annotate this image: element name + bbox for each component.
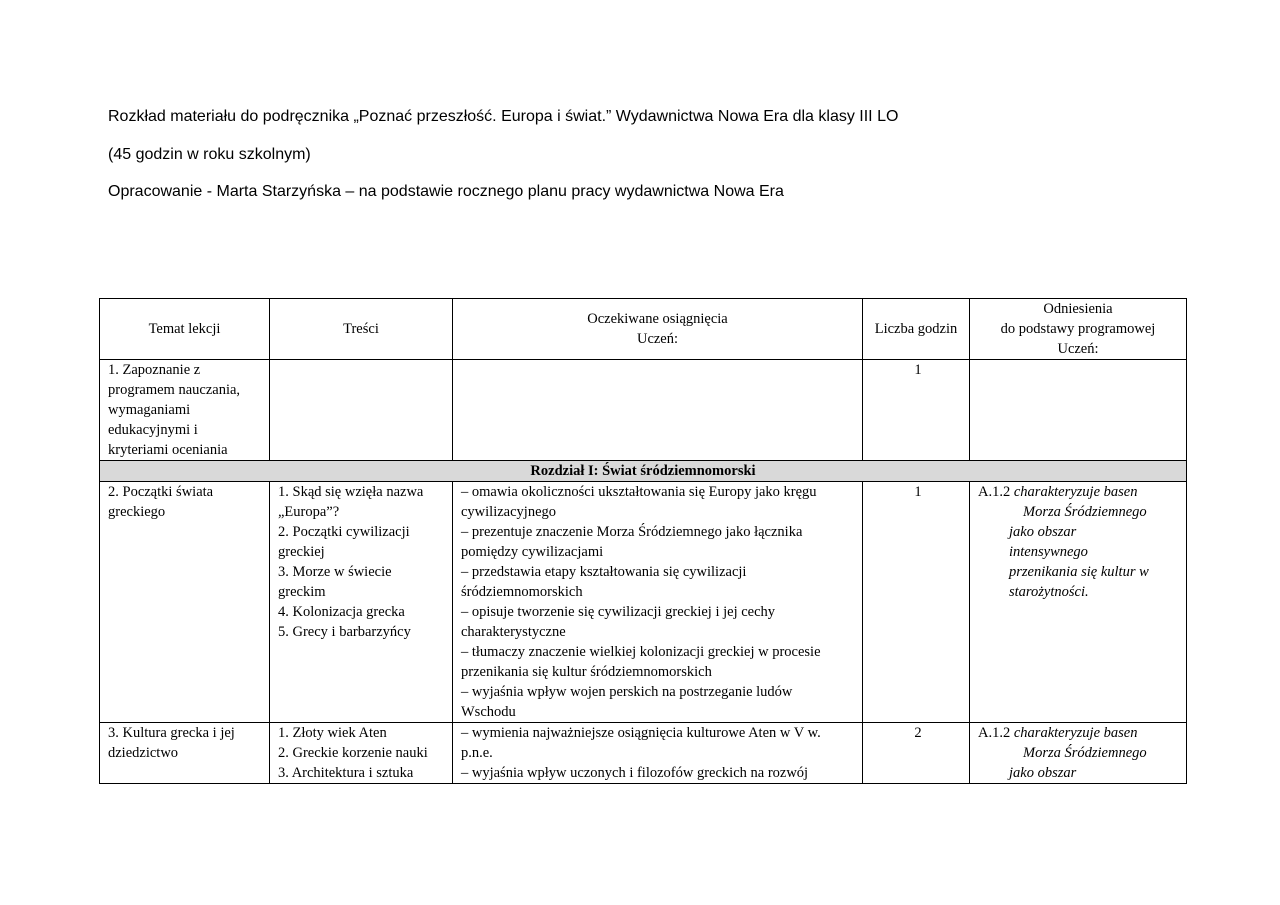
cell-achievements	[453, 482, 863, 723]
cell-content	[270, 482, 453, 723]
cell-line: „Europa”?	[278, 504, 340, 520]
cell-line: – wyjaśnia wpływ wojen perskich na postrzeganie ludów	[461, 684, 793, 700]
cell-hours: 1	[863, 482, 970, 723]
cell-line: programem nauczania,	[108, 382, 241, 398]
cell-line: 1. Skąd się wzięła nazwa	[278, 484, 424, 500]
cell-topic	[100, 360, 270, 461]
reference-text: starożytności.	[1009, 584, 1089, 600]
cell-line: 3. Architektura i sztuka	[278, 765, 414, 781]
reference-lead	[978, 723, 1182, 743]
reference-code: A.1.2	[978, 725, 1011, 741]
cell-line: – wyjaśnia wpływ uczonych i filozofów greckich na rozwój	[461, 765, 809, 781]
header-reference-line: Odniesienia	[1043, 301, 1113, 317]
cell-line: Wschodu	[461, 704, 516, 720]
cell-reference	[970, 482, 1187, 723]
header-achievements	[453, 299, 863, 360]
reference-text: charakteryzuje basen	[1013, 725, 1138, 741]
header-reference-line: Uczeń:	[1057, 341, 1099, 357]
document-hours-note: (45 godzin w roku szkolnym)	[108, 146, 311, 163]
cell-achievements	[453, 360, 863, 461]
cell-line: edukacyjnymi i	[108, 422, 198, 438]
cell-line: charakterystyczne	[461, 624, 566, 640]
header-achievements-line: Uczeń:	[636, 331, 679, 347]
cell-line: greckim	[278, 584, 326, 600]
cell-line: pomiędzy cywilizacjami	[461, 544, 604, 560]
chapter-row	[100, 461, 1187, 482]
cell-line: 1. Złoty wiek Aten	[278, 725, 387, 741]
cell-line: – wymienia najważniejsze osiągnięcia kulturowe Aten w V w.	[461, 725, 821, 741]
cell-line: cywilizacyjnego	[461, 504, 557, 520]
reference-text: charakteryzuje basen	[1013, 484, 1138, 500]
cell-topic	[100, 482, 270, 723]
header-topic: Temat lekcji	[100, 299, 270, 360]
cell-line: – przedstawia etapy kształtowania się cywilizacji	[461, 564, 747, 580]
table-row	[100, 723, 1187, 784]
document-author: Opracowanie - Marta Starzyńska – na podstawie rocznego planu pracy wydawnictwa Nowa Era	[108, 183, 784, 200]
cell-reference	[970, 360, 1187, 461]
cell-achievements	[453, 723, 863, 784]
cell-line: greckiego	[108, 504, 166, 520]
cell-line: wymaganiami	[108, 402, 191, 418]
table-row	[100, 360, 1187, 461]
reference-text: intensywnego	[1009, 544, 1088, 560]
header-reference-line: do podstawy programowej	[1000, 321, 1156, 337]
cell-topic	[100, 723, 270, 784]
header-reference	[970, 299, 1187, 360]
reference-text: przenikania się kultur w	[1009, 564, 1149, 580]
cell-line: 2. Początki cywilizacji	[278, 524, 410, 540]
cell-line: – omawia okoliczności ukształtowania się Europy jako kręgu	[461, 484, 817, 500]
cell-line: dziedzictwo	[108, 745, 179, 761]
cell-line: – opisuje tworzenie się cywilizacji greckiej i jej cechy	[461, 604, 776, 620]
reference-text: Morza Śródziemnego	[1023, 504, 1147, 520]
reference-code: A.1.2	[978, 484, 1011, 500]
reference-text: Morza Śródziemnego	[1023, 745, 1147, 761]
cell-line: – tłumaczy znaczenie wielkiej kolonizacji greckiej w procesie	[461, 644, 821, 660]
cell-line: 2. Greckie korzenie nauki	[278, 745, 428, 761]
table-header-row	[100, 299, 1187, 360]
table-row	[100, 482, 1187, 723]
reference-lead	[978, 482, 1182, 502]
cell-line: 2. Początki świata	[108, 484, 214, 500]
cell-line: greckiej	[278, 544, 325, 560]
header-achievements-line: Oczekiwane osiągnięcia	[587, 311, 728, 327]
cell-line: kryteriami oceniania	[108, 442, 228, 458]
cell-line: 5. Grecy i barbarzyńcy	[278, 624, 411, 640]
cell-line: przenikania się kultur śródziemnomorskich	[461, 664, 712, 680]
cell-hours: 1	[863, 360, 970, 461]
lesson-plan-table	[99, 298, 1187, 784]
document-title: Rozkład materiału do podręcznika „Poznać przeszłość. Europa i świat.” Wydawnictwa Nowa Era dla klasy III LO	[108, 108, 899, 125]
cell-hours: 2	[863, 723, 970, 784]
cell-line: – prezentuje znaczenie Morza Śródziemnego jako łącznika	[461, 524, 803, 540]
cell-reference	[970, 723, 1187, 784]
cell-line: 1. Zapoznanie z	[108, 362, 201, 378]
cell-line: 3. Morze w świecie	[278, 564, 392, 580]
cell-line: 4. Kolonizacja grecka	[278, 604, 405, 620]
cell-line: 3. Kultura grecka i jej	[108, 725, 235, 741]
reference-text: jako obszar	[1009, 524, 1077, 540]
cell-content	[270, 360, 453, 461]
reference-text: jako obszar	[1009, 765, 1077, 781]
header-content: Treści	[270, 299, 453, 360]
cell-line: p.n.e.	[461, 745, 493, 761]
cell-line: śródziemnomorskich	[461, 584, 583, 600]
chapter-title: Rozdział I: Świat śródziemnomorski	[100, 461, 1187, 482]
header-hours: Liczba godzin	[863, 299, 970, 360]
cell-content	[270, 723, 453, 784]
